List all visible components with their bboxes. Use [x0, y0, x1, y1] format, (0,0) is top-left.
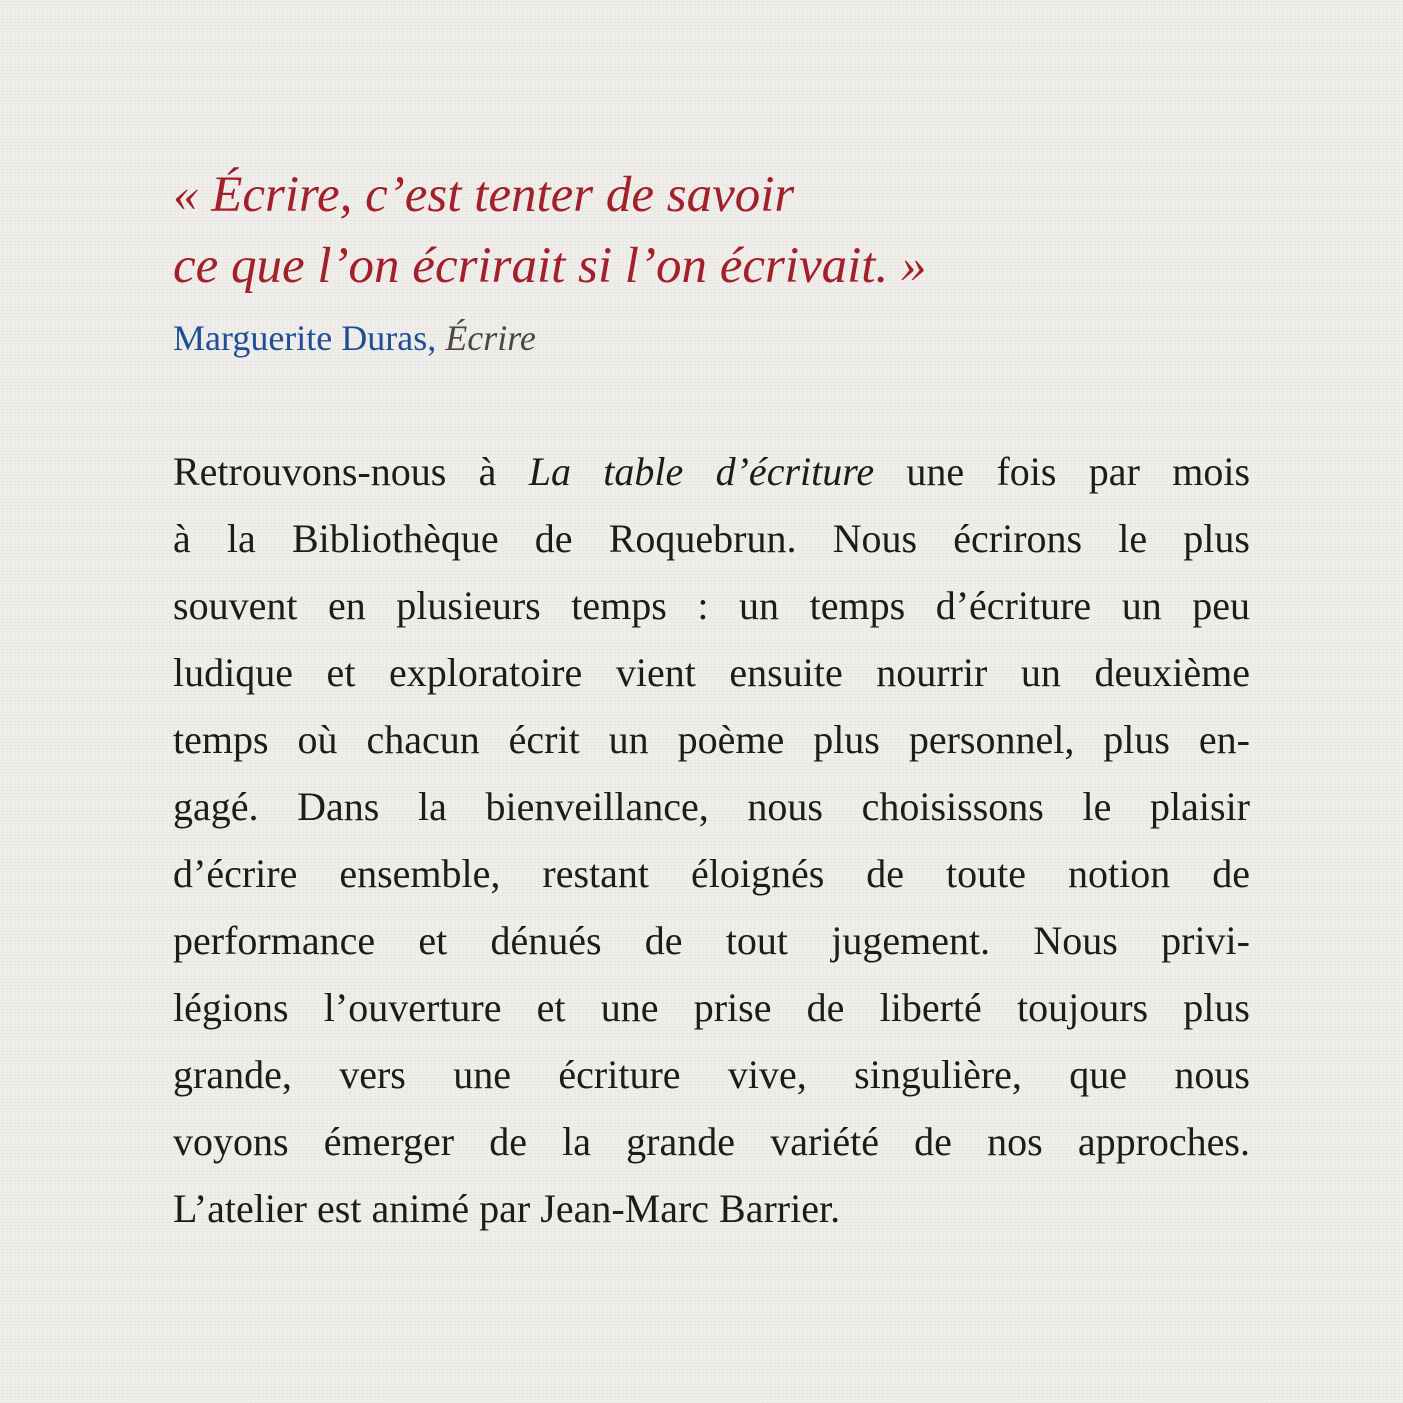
- epigraph-quote: [173, 160, 1250, 302]
- paragraph-line: à la Bibliothèque de Roquebrun. Nous écrirons le plus: [173, 516, 1250, 561]
- paragraph-line: d’écrire ensemble, restant éloignés de toute notion de: [173, 851, 1250, 896]
- paragraph-line: voyons émerger de la grande variété de nos approches.: [173, 1119, 1250, 1164]
- paragraph-line: gagé. Dans la bienveillance, nous choisissons le plaisir: [173, 784, 1250, 829]
- paragraph-line: grande, vers une écriture vive, singulière, que nous: [173, 1052, 1250, 1097]
- paragraph-line-1: [173, 438, 1250, 505]
- paragraph-line: souvent en plusieurs temps : un temps d’écriture un peu: [173, 583, 1250, 628]
- line-1-text-before: Retrouvons-nous à: [173, 449, 529, 494]
- quote-attribution: [173, 318, 1250, 358]
- quote-line-1: « Écrire, c’est tenter de savoir: [173, 167, 795, 223]
- line-1-text-after: une fois par mois: [874, 449, 1250, 494]
- paragraph-line: légions l’ouverture et une prise de liberté toujours plus: [173, 985, 1250, 1030]
- quote-author: Marguerite Duras,: [173, 318, 437, 358]
- workshop-description: [173, 438, 1250, 1242]
- workshop-title: La table d’écriture: [528, 449, 875, 494]
- page-content: [173, 160, 1250, 1231]
- paragraph-line: ludique et exploratoire vient ensuite nourrir un deuxième: [173, 650, 1250, 695]
- paragraph-line: performance et dénués de tout jugement. Nous privi-: [173, 918, 1250, 963]
- paragraph-line: temps où chacun écrit un poème plus personnel, plus en-: [173, 717, 1250, 762]
- quote-work-title: Écrire: [445, 318, 536, 358]
- paragraph-line-last: L’atelier est animé par Jean-Marc Barrier.: [173, 1186, 841, 1231]
- quote-line-2: ce que l’on écrirait si l’on écrivait. »: [173, 238, 927, 294]
